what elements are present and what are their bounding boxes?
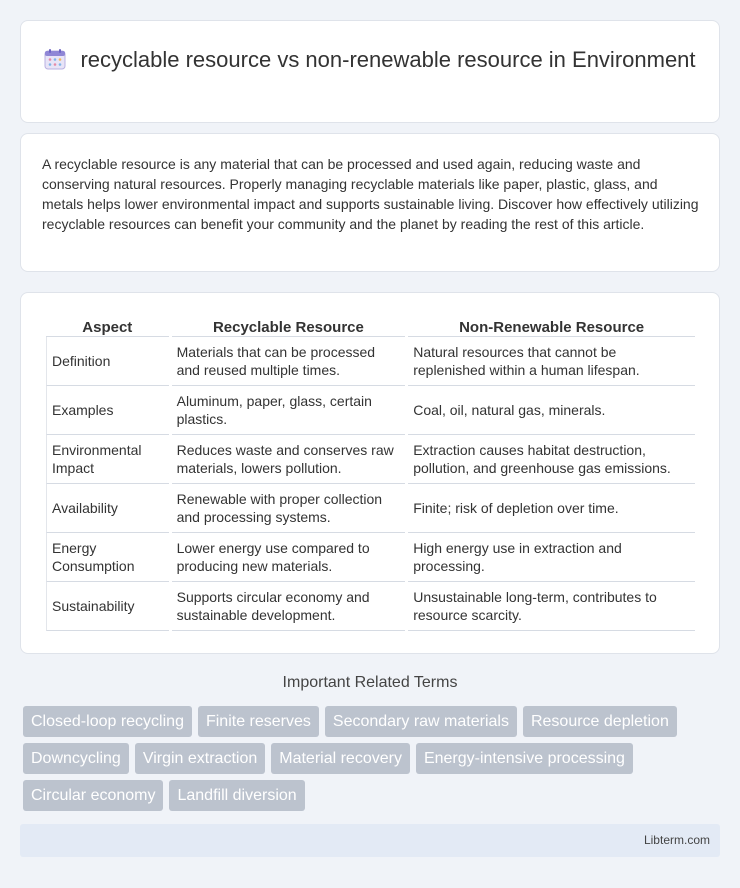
table-row [46, 337, 695, 386]
comparison-card [20, 292, 720, 654]
related-term-tag[interactable]: Energy-intensive processing [416, 743, 633, 774]
row-recyclable: Renewable with proper collection and processing systems. [172, 484, 406, 533]
row-aspect: Environmental Impact [46, 435, 169, 484]
row-aspect: Definition [46, 337, 169, 386]
header-non-renewable: Non-Renewable Resource [408, 315, 695, 337]
row-non-renewable: Extraction causes habitat destruction, pollution, and greenhouse gas emissions. [408, 435, 695, 484]
calendar-icon [44, 48, 66, 70]
header-recyclable: Recyclable Resource [172, 315, 406, 337]
related-term-tag[interactable]: Circular economy [23, 780, 163, 811]
row-recyclable: Lower energy use compared to producing new materials. [172, 533, 406, 582]
row-recyclable: Materials that can be processed and reused multiple times. [172, 337, 406, 386]
row-aspect: Sustainability [46, 582, 169, 631]
related-term-tag[interactable]: Downcycling [23, 743, 129, 774]
footer-site-link[interactable]: Libterm.com [643, 833, 710, 847]
row-non-renewable: Finite; risk of depletion over time. [408, 484, 695, 533]
row-recyclable: Supports circular economy and sustainable development. [172, 582, 406, 631]
table-row [46, 582, 695, 631]
row-non-renewable: High energy use in extraction and processing. [408, 533, 695, 582]
related-term-tag[interactable]: Landfill diversion [169, 780, 304, 811]
row-recyclable: Aluminum, paper, glass, certain plastics. [172, 386, 406, 435]
table-row [46, 533, 695, 582]
intro-card [20, 133, 720, 272]
intro-paragraph: A recyclable resource is any material that can be processed and used again, reducing waste and conserving natural resources. Properly managing recyclable materials like paper, plastic, glass, and metals helps lower environmental impact and supports sustainable living. Discover how effectively utilizing recyclable resources can benefit your community and the planet by reading the rest of this article. [42, 156, 699, 232]
header-aspect: Aspect [46, 315, 169, 337]
related-terms-heading: Important Related Terms [282, 674, 458, 691]
related-term-tag[interactable]: Finite reserves [198, 706, 319, 737]
table-row [46, 386, 695, 435]
row-aspect: Energy Consumption [46, 533, 169, 582]
row-non-renewable: Coal, oil, natural gas, minerals. [408, 386, 695, 435]
page-title [21, 45, 719, 74]
row-non-renewable: Unsustainable long-term, contributes to resource scarcity. [408, 582, 695, 631]
table-row [46, 484, 695, 533]
related-term-tag[interactable]: Material recovery [271, 743, 410, 774]
row-non-renewable: Natural resources that cannot be replenished within a human lifespan. [408, 337, 695, 386]
row-aspect: Examples [46, 386, 169, 435]
page-title-text: recyclable resource vs non-renewable resource in Environment [80, 47, 696, 72]
table-row [46, 435, 695, 484]
footer [20, 824, 720, 857]
related-terms-list [23, 706, 723, 817]
related-term-tag[interactable]: Virgin extraction [135, 743, 265, 774]
related-term-tag[interactable]: Secondary raw materials [325, 706, 517, 737]
comparison-table [43, 315, 698, 631]
related-term-tag[interactable]: Closed-loop recycling [23, 706, 192, 737]
row-aspect: Availability [46, 484, 169, 533]
row-recyclable: Reduces waste and conserves raw materials, lowers pollution. [172, 435, 406, 484]
related-term-tag[interactable]: Resource depletion [523, 706, 677, 737]
title-card [20, 20, 720, 123]
table-header-row [46, 315, 695, 337]
